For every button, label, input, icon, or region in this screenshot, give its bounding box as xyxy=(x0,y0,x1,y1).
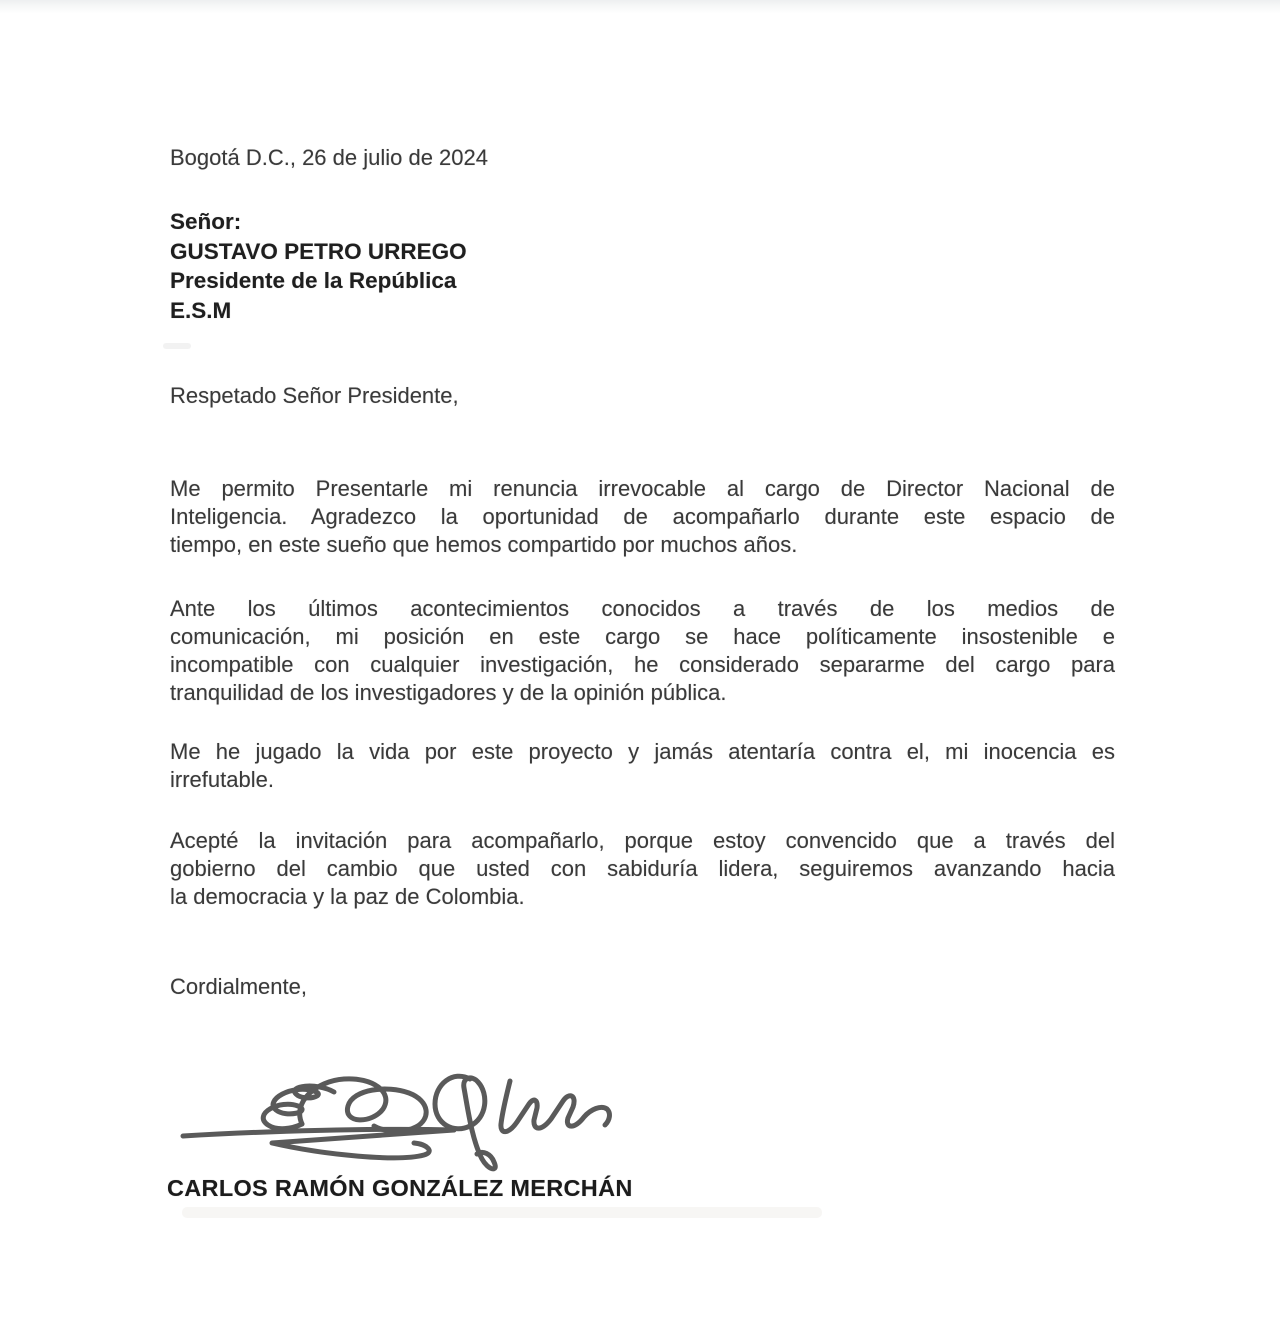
body-paragraph xyxy=(170,595,1115,707)
scan-artifact-dash xyxy=(163,343,191,349)
body-paragraph xyxy=(170,475,1115,559)
paragraph-line: gobierno del cambio que usted con sabiduría lidera, seguiremos avanzando hacia xyxy=(170,856,1115,881)
recipient-courtesy: E.S.M xyxy=(170,297,232,323)
signer-name: CARLOS RAMÓN GONZÁLEZ MERCHÁN xyxy=(167,1175,633,1201)
body-paragraph xyxy=(170,827,1115,911)
closing-line: Cordialmente, xyxy=(170,974,307,999)
paragraph-line: Acepté la invitación para acompañarlo, porque estoy convencido que a través del xyxy=(170,828,1115,853)
greeting-line: Respetado Señor Presidente, xyxy=(170,383,459,408)
recipient-name: GUSTAVO PETRO URREGO xyxy=(170,238,467,264)
recipient-block xyxy=(170,207,1115,325)
paragraph-line: Me he jugado la vida por este proyecto y jamás atentaría contra el, mi inocencia es xyxy=(170,739,1115,764)
scan-artifact-band xyxy=(182,1207,822,1218)
paragraph-line: Me permito Presentarle mi renuncia irrevocable al cargo de Director Nacional de xyxy=(170,476,1115,501)
paragraph-line: tranquilidad de los investigadores y de la opinión pública. xyxy=(170,680,727,705)
scan-edge-shadow xyxy=(0,0,1280,14)
recipient-label: Señor: xyxy=(170,209,242,234)
recipient-title: Presidente de la República xyxy=(170,268,457,293)
paragraph-line: Ante los últimos acontecimientos conocidos a través de los medios de xyxy=(170,596,1115,621)
paragraph-line: irrefutable. xyxy=(170,767,274,792)
paragraph-line: incompatible con cualquier investigación, he considerado separarme del cargo para xyxy=(170,652,1115,677)
paragraph-line: comunicación, mi posición en este cargo se hace políticamente insostenible e xyxy=(170,624,1115,649)
date-line: Bogotá D.C., 26 de julio de 2024 xyxy=(170,145,489,170)
paragraph-line: tiempo, en este sueño que hemos compartido por muchos años. xyxy=(170,532,798,557)
handwritten-signature-icon xyxy=(176,1062,628,1186)
body-paragraph xyxy=(170,738,1115,794)
paragraph-line: la democracia y la paz de Colombia. xyxy=(170,884,525,909)
paragraph-line: Inteligencia. Agradezco la oportunidad de acompañarlo durante este espacio de xyxy=(170,504,1115,529)
